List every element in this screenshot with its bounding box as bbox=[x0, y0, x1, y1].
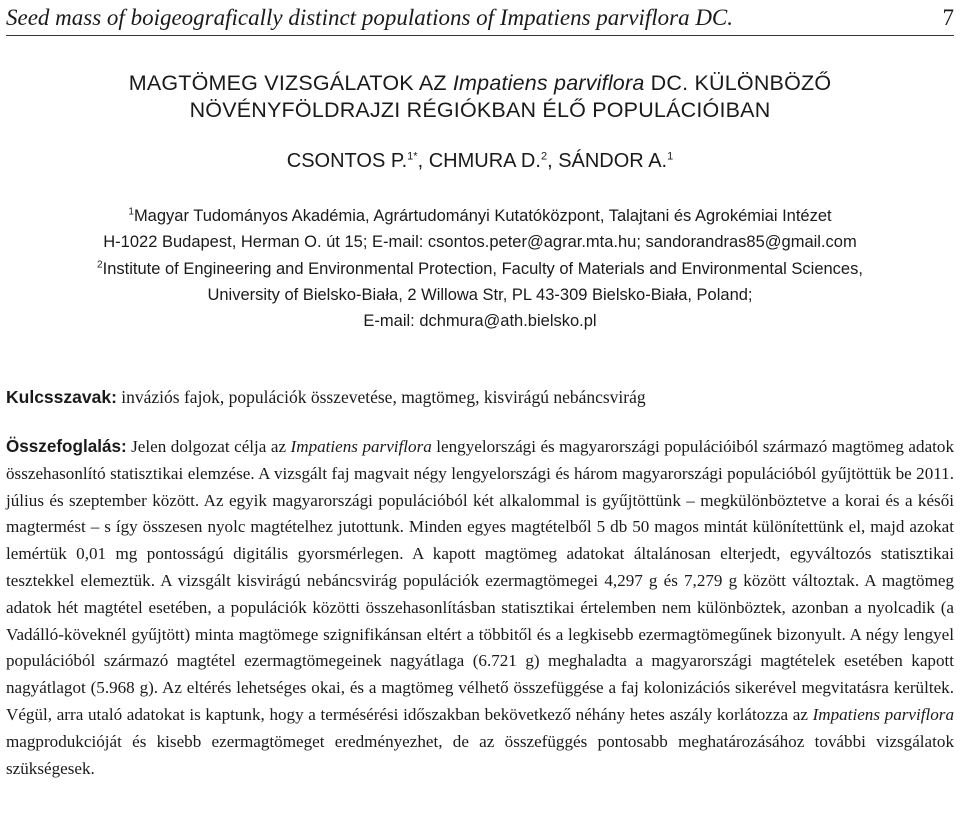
title-species-name: Impatiens parviflora bbox=[452, 71, 645, 95]
affiliation-2-text: Institute of Engineering and Environmental Protection, Faculty of Materials and Environmental Sciences, bbox=[102, 259, 863, 278]
affiliation-2-line-2: University of Bielsko-Biała, 2 Willowa Str, PL 43-309 Bielsko-Biała, Poland; bbox=[207, 285, 753, 304]
author-2-affil: 2 bbox=[540, 150, 548, 163]
running-header bbox=[6, 3, 954, 36]
title-line-1 bbox=[0, 70, 960, 97]
affiliation-2-line-1 bbox=[0, 256, 960, 282]
keywords-text: inváziós fajok, populációk összevetése, magtömeg, kisvirágú nebáncsvirág bbox=[121, 387, 646, 407]
affiliation-1-line-2: H-1022 Budapest, Herman O. út 15; E-mail: csontos.peter@agrar.mta.hu; sandorandras85@gmail.com bbox=[103, 233, 857, 252]
affiliation-2-marker: 2 bbox=[97, 259, 103, 271]
author-3-affil: 1 bbox=[667, 150, 674, 163]
page-number: 7 bbox=[942, 5, 954, 30]
affiliation-1-marker: 1 bbox=[128, 206, 134, 218]
abstract-text-1: Jelen dolgozat célja az bbox=[131, 437, 287, 456]
keywords-label: Kulcsszavak: bbox=[6, 387, 117, 407]
keywords bbox=[6, 385, 954, 409]
paper-title bbox=[0, 70, 960, 124]
author-1: CSONTOS P. bbox=[286, 150, 408, 172]
title-line-1-end: DC. KÜLÖNBÖZŐ bbox=[644, 71, 832, 95]
affiliation-2-line-3: E-mail: dchmura@ath.bielsko.pl bbox=[363, 312, 597, 331]
affiliations bbox=[0, 203, 960, 334]
affiliation-1-text: Magyar Tudományos Akadémia, Agrártudományi Kutatóközpont, Talajtani és Agrokémiai Intézet bbox=[133, 207, 832, 225]
title-line-1-start: MAGTÖMEG VIZSGÁLATOK AZ bbox=[128, 71, 453, 95]
abstract-text-2: lengyelországi és magyarországi populációiból származó magtömeg adatok összehasonlító statisztikai elemzése. A vizsgált faj magvait négy lengyelországi és három magyarországi populációból gyűjtöttük be 2011. július és szeptember között. Az egyik magyarországi populációból két alkalommal is gyűjtöttünk – megkülönböztetve a korai és a késői magtermést – s így összesen nyolc magtételhez jutottunk. Minden egyes magtételből 5 db 50 magos mintát különítettünk el, majd azokat lemértük 0,01 mg pontosságú digitális gyorsmérlegen. A kapott magtömeg adatokat általánosan elterjedt, egyváltozós statisztikai tesztekkel elemeztük. A vizsgált kisvirágú nebáncsvirág populációk ezermagtömegei 4,297 g és 7,279 g között változtak. A magtömeg adatok hét magtétel esetében, a populációk közötti összehasonlításban statisztikai értelemben nem különböztek, azonban a nyolcadik (a Vadálló-köveknél gyűjtött) minta magtömege szignifikánsan eltért a többitől és a legkisebb ezermagtömegűnek bizonyult. A négy lengyel populációból származó magtétel ezermagtömegeinek nagyátlaga (6.721 g) meghaladta a magyarországi magtételek esetében kapott nagyátlagot (5.968 g). Az eltérés lehetséges okai, és a magtömeg vélhető összefüggése a faj kolonizációs sikerével megvitatásra kerültek. Végül, arra utaló adatokat is kaptunk, hogy a termésérési időszakban bekövetkező néhány hetes aszály korlátozza az bbox=[6, 437, 954, 724]
abstract bbox=[6, 434, 954, 782]
title-line-2: NÖVÉNYFÖLDRAJZI RÉGIÓKBAN ÉLŐ POPULÁCIÓIBAN bbox=[189, 98, 771, 122]
abstract-text-3: magprodukcióját és kisebb ezermagtömeget eredményezhet, de az összefüggés pontosabb meghatározásához további vizsgálatok szükségesek. bbox=[6, 731, 954, 778]
author-list: CSONTOS P.$^{1*}$, CHMURA D.$^2$, SÁNDOR A.$^1$ bbox=[286, 150, 674, 172]
abstract-species-1: Impatiens parviflora bbox=[290, 437, 432, 456]
author-1-affil: 1* bbox=[407, 150, 418, 163]
abstract-label: Összefoglalás: bbox=[6, 437, 127, 456]
running-header-title: Seed mass of boigeografically distinct populations of Impatiens parviflora DC. bbox=[6, 5, 734, 30]
affiliation-1-line-1 bbox=[0, 203, 960, 229]
author-3: SÁNDOR A. bbox=[558, 150, 668, 172]
author-2: CHMURA D. bbox=[428, 150, 541, 172]
abstract-species-2: Impatiens parviflora bbox=[812, 704, 954, 724]
